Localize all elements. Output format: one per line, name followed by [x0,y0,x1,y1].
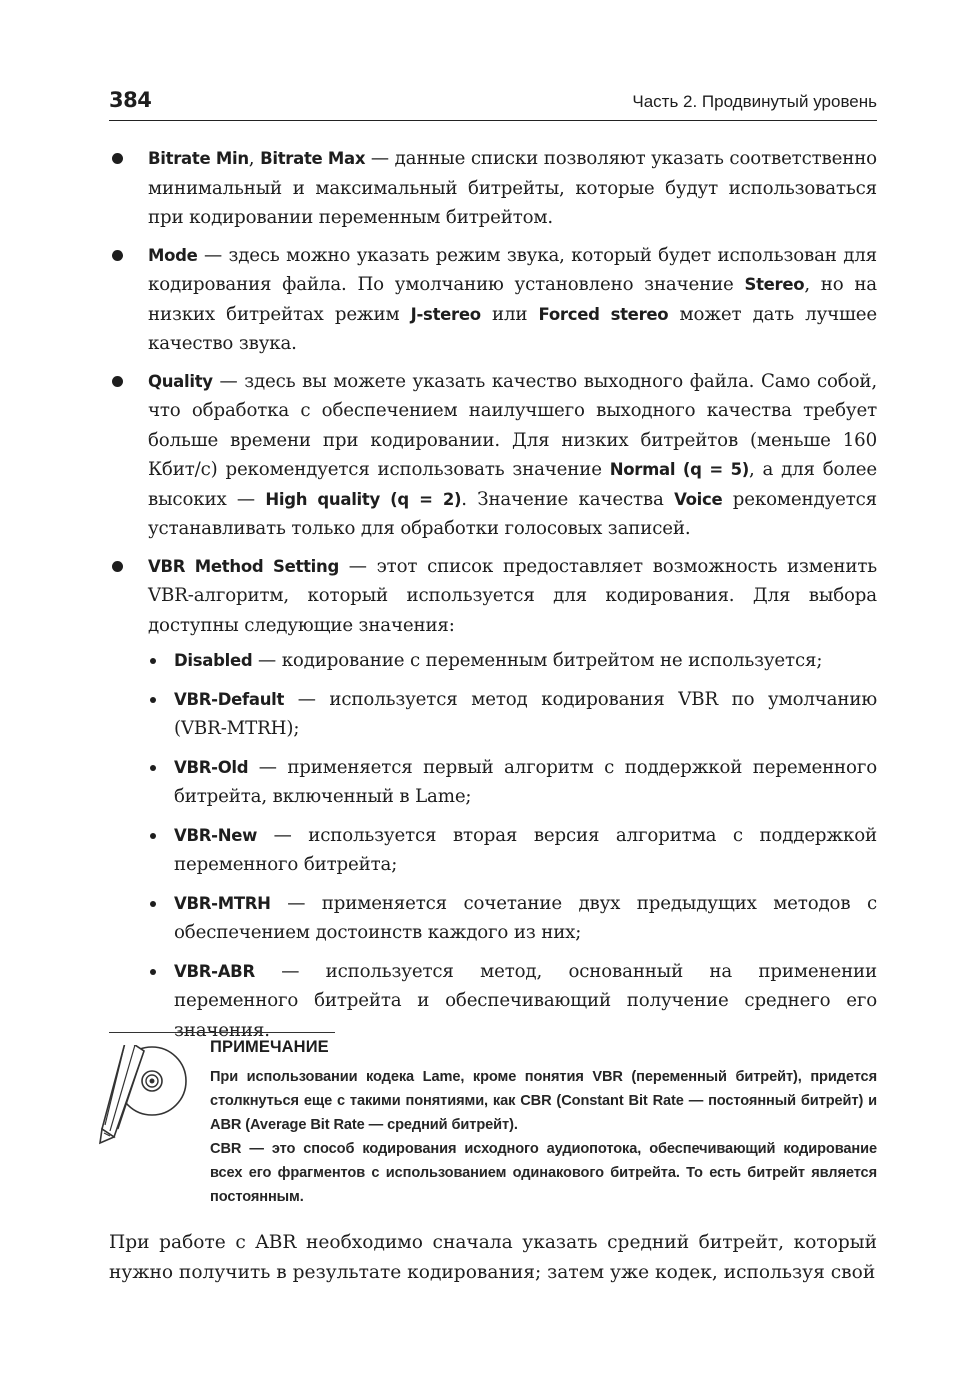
separator: , [248,148,261,169]
item-text: . Значение качества [461,488,675,510]
item-text: — данные списки позволяют указать соответственно минимальный и максимальный битрейты, которые будут использоваться при кодировании переменным битрейтом. [148,148,877,228]
note-paragraph: При использовании кодека Lame, кроме понятия VBR (переменный битрейт), придется столкнуться еще с такими понятиями, как CBR (Constant Bit Rate — постоянный битрейт) и ABR (Average Bit Rate — средний битрейт). [210,1069,877,1133]
sub-bullet-icon [150,658,156,664]
keyword: VBR-Default [174,689,285,709]
note-block [210,1038,877,1209]
note-paragraph: CBR — это способ кодирования исходного аудиопотока, обеспечивающий кодирование всех его фрагментов с использованием одинакового битрейта. То есть битрейт является постоянным. [210,1141,877,1205]
sub-item-disabled [148,646,877,676]
item-text: может дать лучшее качество звука. [148,303,877,354]
keyword: VBR-MTRH [174,893,271,913]
keyword: High quality (q = 2) [265,489,462,509]
pencil-cd-icon [96,1045,196,1145]
keyword: Bitrate Max [260,149,366,168]
page [109,86,877,1283]
bullet-icon [112,376,123,387]
item-text: — используется вторая версия алгоритма с поддержкой переменного битрейта; [174,824,877,875]
note-title: ПРИМЕЧАНИЕ [210,1038,329,1056]
item-text: , а для более высоких — [148,459,877,510]
keyword: Voice [674,489,723,509]
item-text: — используется метод кодирования VBR по умолчанию (VBR-MTRH); [174,688,877,739]
item-text: — кодирование с переменным битрейтом не используется; [252,650,823,671]
list-item-quality [109,367,877,544]
item-text: — здесь вы можете указать качество выходного файла. Само собой, что обработка с обеспечением наилучшего выходного качества требует больше времени при кодировании. Для низких битрейтов (меньше 160 Кбит/с) рекомендуется использовать значение [148,370,877,480]
keyword: VBR Method Setting [148,556,339,576]
list-item-bitrate [109,144,877,233]
bullet-icon [112,250,123,261]
item-text: — применяется первый алгоритм с поддержкой переменного битрейта, включенный в Lame; [174,756,877,807]
keyword: VBR-Old [174,757,249,777]
keyword: Forced stereo [538,304,669,324]
body-paragraph: При работе с ABR необходимо сначала указать средний битрейт, который нужно получить в результате кодирования; затем уже кодек, используя свой [109,1232,877,1283]
keyword: VBR-New [174,825,258,845]
option-list [109,144,877,1054]
keyword: J-stereo [410,304,481,324]
sub-bullet-icon [150,901,156,907]
page-number: 384 [109,88,152,112]
keyword: Stereo [744,275,805,294]
keyword: Normal (q = 5) [609,460,749,479]
vbr-method-sublist [148,646,877,1045]
bullet-icon [112,561,123,572]
keyword: Disabled [174,651,253,670]
item-text: — здесь можно указать режим звука, который будет использован для кодирования файла. По умолчанию установлено значение [148,244,877,295]
keyword: Quality [148,371,213,391]
sub-item-vbr-old [148,753,877,812]
sub-bullet-icon [150,697,156,703]
bullet-icon [112,153,123,164]
item-text: — используется метод, основанный на применении переменного битрейта и обеспечивающий получение среднего его значения. [174,960,877,1041]
item-text: или [480,303,539,325]
item-text: , но на низких битрейтах режим [148,274,877,325]
item-text: рекомендуется устанавливать только для обработки голосовых записей. [148,488,877,539]
item-text: — применяется сочетание двух предыдущих методов с обеспечением достоинств каждого из них; [174,892,877,943]
note-divider [109,1032,335,1033]
sub-item-vbr-default [148,685,877,744]
page-header [109,86,877,121]
item-text: — этот список предоставляет возможность изменить VBR-алгоритм, который используется для кодирования. Для выбора доступны следующие значения: [148,555,877,636]
sub-bullet-icon [150,765,156,771]
sub-item-vbr-new [148,821,877,880]
list-item-vbr-method [109,552,877,1046]
keyword: Bitrate Min [148,149,249,168]
list-item-mode [109,241,877,359]
running-title: Часть 2. Продвинутый уровень [632,92,877,111]
sub-item-vbr-mtrh [148,889,877,948]
keyword: Mode [148,245,198,265]
sub-bullet-icon [150,833,156,839]
sub-bullet-icon [150,969,156,975]
keyword: VBR-ABR [174,961,255,981]
